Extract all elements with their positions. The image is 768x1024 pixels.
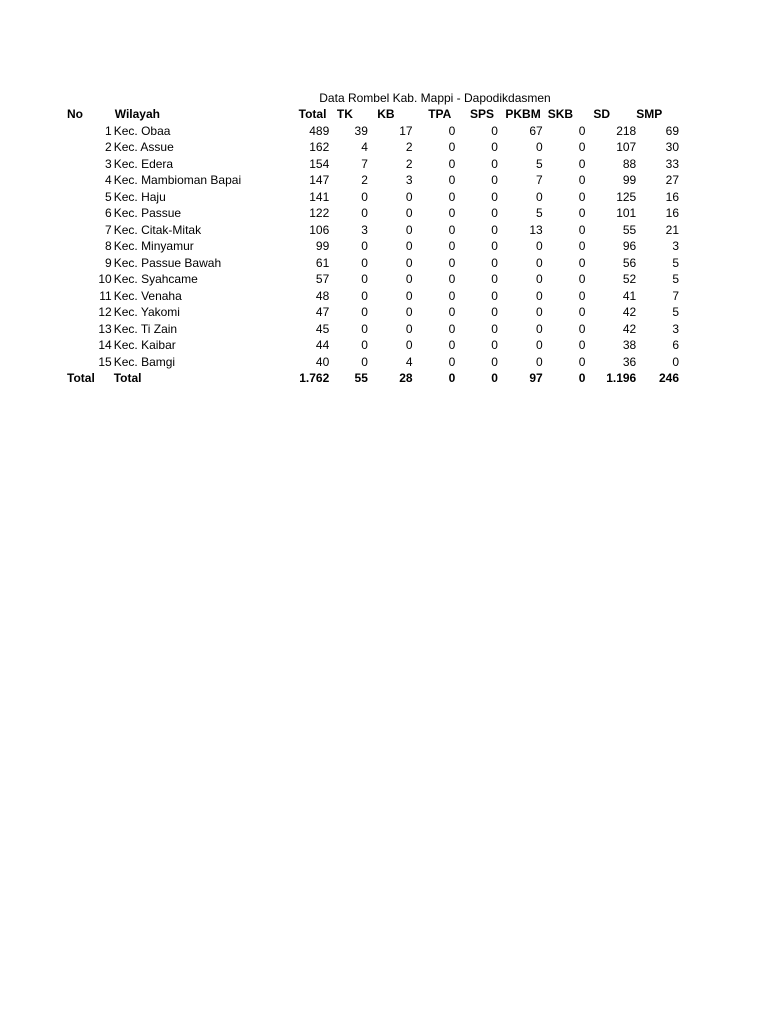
cell-tpa: 0 bbox=[448, 189, 456, 204]
table-row bbox=[67, 271, 679, 288]
cell-smp: 6 bbox=[672, 338, 679, 352]
cell-total: 489 bbox=[309, 123, 330, 138]
table-row bbox=[67, 205, 679, 222]
cell-total: 99 bbox=[315, 239, 330, 253]
cell-total: 141 bbox=[309, 189, 330, 204]
cell-sd: 42 bbox=[622, 305, 637, 319]
cell-smp: 27 bbox=[665, 173, 679, 187]
total-cell-pkbm: 97 bbox=[529, 371, 543, 385]
cell-skb: 0 bbox=[578, 173, 586, 187]
cell-sps: 0 bbox=[491, 255, 498, 270]
cell-tk: 0 bbox=[361, 321, 368, 336]
cell-sps: 0 bbox=[491, 354, 498, 369]
cell-pkbm: 0 bbox=[536, 321, 543, 336]
table-row bbox=[67, 123, 679, 140]
table-row bbox=[67, 139, 679, 156]
total-cell-tk: 55 bbox=[354, 371, 368, 385]
cell-skb: 0 bbox=[578, 338, 586, 352]
cell-sd: 96 bbox=[622, 239, 637, 253]
table-row bbox=[67, 321, 679, 338]
cell-total: 44 bbox=[315, 338, 330, 352]
header-sps: SPS bbox=[469, 107, 494, 121]
table-row bbox=[67, 288, 679, 305]
cell-sps: 0 bbox=[491, 123, 498, 138]
cell-no: 10 bbox=[98, 272, 112, 286]
cell-kb: 0 bbox=[405, 239, 413, 253]
cell-pkbm: 0 bbox=[536, 272, 543, 286]
cell-total: 57 bbox=[315, 272, 330, 286]
cell-no: 3 bbox=[105, 156, 112, 171]
cell-tk: 0 bbox=[361, 288, 368, 303]
cell-pkbm: 5 bbox=[536, 156, 543, 171]
cell-smp: 33 bbox=[665, 156, 679, 171]
cell-wilayah: Kec. Passue bbox=[113, 206, 182, 220]
cell-tk: 0 bbox=[361, 189, 368, 204]
cell-sd: 52 bbox=[622, 272, 637, 286]
cell-smp: 0 bbox=[672, 354, 679, 369]
cell-pkbm: 5 bbox=[536, 206, 543, 220]
cell-tk: 0 bbox=[361, 255, 368, 270]
cell-skb: 0 bbox=[578, 189, 586, 204]
cell-total: 154 bbox=[309, 156, 330, 171]
cell-tpa: 0 bbox=[448, 173, 456, 187]
cell-sd: 125 bbox=[616, 189, 637, 204]
header-sd: SD bbox=[593, 107, 611, 121]
cell-sd: 101 bbox=[616, 206, 637, 220]
cell-pkbm: 0 bbox=[536, 255, 543, 270]
table-row bbox=[67, 354, 679, 371]
cell-sps: 0 bbox=[491, 140, 498, 154]
cell-total: 47 bbox=[315, 305, 330, 319]
cell-kb: 0 bbox=[405, 222, 413, 237]
cell-no: 6 bbox=[105, 206, 112, 220]
cell-total: 162 bbox=[309, 140, 330, 154]
cell-sd: 42 bbox=[622, 321, 637, 336]
cell-tpa: 0 bbox=[448, 123, 456, 138]
cell-no: 7 bbox=[105, 222, 112, 237]
total-cell-smp: 246 bbox=[658, 371, 679, 385]
cell-no: 5 bbox=[105, 189, 112, 204]
cell-pkbm: 13 bbox=[529, 222, 543, 237]
cell-kb: 0 bbox=[405, 206, 413, 220]
cell-skb: 0 bbox=[578, 272, 586, 286]
cell-wilayah: Kec. Haju bbox=[113, 189, 166, 204]
cell-sd: 36 bbox=[622, 354, 637, 369]
cell-smp: 69 bbox=[665, 123, 679, 138]
cell-tk: 0 bbox=[361, 305, 368, 319]
cell-pkbm: 0 bbox=[536, 354, 543, 369]
cell-smp: 7 bbox=[672, 288, 679, 303]
cell-sps: 0 bbox=[491, 222, 498, 237]
table-row bbox=[67, 172, 679, 189]
cell-tpa: 0 bbox=[448, 222, 456, 237]
cell-tpa: 0 bbox=[448, 255, 456, 270]
cell-sps: 0 bbox=[491, 338, 498, 352]
cell-no: 12 bbox=[98, 305, 112, 319]
cell-sd: 218 bbox=[616, 123, 637, 138]
cell-tpa: 0 bbox=[448, 354, 456, 369]
total-cell-kb: 28 bbox=[399, 371, 413, 385]
cell-total: 122 bbox=[309, 206, 330, 220]
cell-tpa: 0 bbox=[448, 288, 456, 303]
header-tk: TK bbox=[336, 107, 353, 121]
total-cell-total: 1.762 bbox=[299, 371, 330, 385]
cell-tpa: 0 bbox=[448, 156, 456, 171]
cell-skb: 0 bbox=[578, 239, 586, 253]
cell-no: 2 bbox=[105, 140, 112, 154]
cell-skb: 0 bbox=[578, 305, 586, 319]
cell-no: 9 bbox=[105, 255, 112, 270]
cell-no: 13 bbox=[98, 321, 112, 336]
cell-no: 11 bbox=[99, 288, 112, 303]
sheet-title: Data Rombel Kab. Mappi - Dapodikdasmen bbox=[319, 91, 551, 105]
cell-no: 15 bbox=[98, 354, 112, 369]
cell-pkbm: 67 bbox=[529, 123, 543, 138]
cell-sd: 41 bbox=[622, 288, 637, 303]
cell-skb: 0 bbox=[578, 123, 586, 138]
cell-tk: 7 bbox=[361, 156, 368, 171]
cell-wilayah: Kec. Edera bbox=[113, 156, 174, 171]
cell-tk: 0 bbox=[361, 272, 368, 286]
cell-smp: 30 bbox=[665, 140, 679, 154]
cell-sps: 0 bbox=[491, 173, 498, 187]
header-smp: SMP bbox=[636, 107, 663, 121]
table-row bbox=[67, 255, 679, 272]
cell-kb: 0 bbox=[405, 272, 413, 286]
cell-total: 147 bbox=[309, 173, 330, 187]
cell-wilayah: Kec. Assue bbox=[113, 140, 174, 154]
cell-kb: 3 bbox=[405, 173, 413, 187]
cell-smp: 21 bbox=[665, 222, 679, 237]
cell-tpa: 0 bbox=[448, 338, 456, 352]
cell-smp: 3 bbox=[672, 239, 679, 253]
table-header-row bbox=[67, 106, 679, 123]
cell-tk: 0 bbox=[361, 338, 368, 352]
cell-tk: 2 bbox=[361, 173, 368, 187]
cell-tk: 3 bbox=[361, 222, 368, 237]
table-body bbox=[67, 123, 679, 387]
cell-sps: 0 bbox=[491, 272, 498, 286]
cell-kb: 2 bbox=[405, 140, 413, 154]
cell-pkbm: 0 bbox=[536, 305, 543, 319]
cell-skb: 0 bbox=[578, 140, 586, 154]
cell-tpa: 0 bbox=[448, 239, 456, 253]
header-wilayah: Wilayah bbox=[114, 107, 160, 121]
cell-wilayah: Kec. Bamgi bbox=[113, 354, 176, 369]
total-cell-no: Total bbox=[67, 371, 95, 385]
cell-skb: 0 bbox=[578, 156, 586, 171]
cell-tpa: 0 bbox=[448, 321, 456, 336]
cell-skb: 0 bbox=[578, 321, 586, 336]
cell-kb: 0 bbox=[405, 288, 413, 303]
cell-smp: 5 bbox=[672, 255, 679, 270]
cell-sps: 0 bbox=[491, 156, 498, 171]
cell-smp: 5 bbox=[672, 272, 679, 286]
cell-sd: 56 bbox=[622, 255, 637, 270]
cell-tpa: 0 bbox=[448, 140, 456, 154]
cell-sps: 0 bbox=[491, 288, 498, 303]
header-total: Total bbox=[298, 107, 327, 121]
table-row bbox=[67, 156, 679, 173]
cell-sps: 0 bbox=[491, 321, 498, 336]
cell-tpa: 0 bbox=[448, 272, 456, 286]
table-row bbox=[67, 337, 679, 354]
table-total-row bbox=[67, 370, 679, 387]
cell-tpa: 0 bbox=[448, 305, 456, 319]
table-row bbox=[67, 189, 679, 206]
cell-kb: 0 bbox=[405, 338, 413, 352]
cell-sd: 38 bbox=[622, 338, 637, 352]
cell-sps: 0 bbox=[491, 305, 498, 319]
total-cell-sd: 1.196 bbox=[606, 371, 637, 385]
cell-no: 1 bbox=[105, 123, 112, 138]
cell-wilayah: Kec. Kaibar bbox=[113, 338, 176, 352]
header-pkbm: PKBM bbox=[505, 107, 541, 121]
cell-kb: 17 bbox=[399, 123, 413, 138]
cell-total: 48 bbox=[315, 288, 330, 303]
cell-kb: 0 bbox=[405, 321, 413, 336]
cell-wilayah: Kec. Ti Zain bbox=[113, 321, 178, 336]
cell-skb: 0 bbox=[578, 354, 586, 369]
cell-sps: 0 bbox=[491, 239, 498, 253]
header-kb: KB bbox=[377, 107, 395, 121]
header-skb: SKB bbox=[547, 107, 574, 121]
rombel-table bbox=[67, 106, 679, 387]
cell-skb: 0 bbox=[578, 288, 586, 303]
cell-tk: 0 bbox=[361, 354, 368, 369]
cell-kb: 0 bbox=[405, 189, 413, 204]
cell-pkbm: 7 bbox=[536, 173, 543, 187]
cell-smp: 16 bbox=[665, 206, 679, 220]
cell-sd: 55 bbox=[622, 222, 637, 237]
cell-sd: 99 bbox=[622, 173, 637, 187]
header-no: No bbox=[67, 107, 83, 121]
cell-kb: 2 bbox=[405, 156, 413, 171]
cell-pkbm: 0 bbox=[536, 338, 543, 352]
cell-smp: 5 bbox=[672, 305, 679, 319]
cell-kb: 0 bbox=[405, 255, 413, 270]
table-row bbox=[67, 304, 679, 321]
cell-sd: 88 bbox=[622, 156, 637, 171]
cell-wilayah: Kec. Minyamur bbox=[113, 239, 194, 253]
cell-wilayah: Kec. Yakomi bbox=[113, 305, 180, 319]
cell-pkbm: 0 bbox=[536, 140, 543, 154]
cell-skb: 0 bbox=[578, 255, 586, 270]
cell-tk: 0 bbox=[361, 239, 368, 253]
cell-total: 61 bbox=[315, 255, 330, 270]
cell-smp: 16 bbox=[665, 189, 679, 204]
cell-no: 14 bbox=[98, 338, 112, 352]
table-row bbox=[67, 222, 679, 239]
cell-kb: 4 bbox=[405, 354, 413, 369]
cell-wilayah: Kec. Mambioman Bapai bbox=[113, 173, 242, 187]
cell-sps: 0 bbox=[491, 206, 498, 220]
total-cell-wilayah: Total bbox=[113, 371, 142, 385]
cell-wilayah: Kec. Citak-Mitak bbox=[113, 222, 202, 237]
cell-total: 40 bbox=[315, 354, 330, 369]
cell-pkbm: 0 bbox=[536, 288, 543, 303]
cell-pkbm: 0 bbox=[536, 239, 543, 253]
cell-tk: 39 bbox=[354, 123, 368, 138]
total-cell-tpa: 0 bbox=[448, 371, 456, 385]
cell-total: 106 bbox=[309, 222, 330, 237]
total-cell-sps: 0 bbox=[491, 371, 498, 385]
total-cell-skb: 0 bbox=[578, 371, 586, 385]
cell-tk: 0 bbox=[361, 206, 368, 220]
cell-pkbm: 0 bbox=[536, 189, 543, 204]
cell-tk: 4 bbox=[361, 140, 368, 154]
table-row bbox=[67, 238, 679, 255]
cell-tpa: 0 bbox=[448, 206, 456, 220]
cell-no: 8 bbox=[105, 239, 112, 253]
header-tpa: TPA bbox=[428, 107, 452, 121]
cell-sd: 107 bbox=[616, 140, 637, 154]
cell-wilayah: Kec. Passue Bawah bbox=[113, 255, 222, 270]
cell-kb: 0 bbox=[405, 305, 413, 319]
cell-wilayah: Kec. Venaha bbox=[113, 288, 182, 303]
cell-skb: 0 bbox=[578, 206, 586, 220]
cell-wilayah: Kec. Syahcame bbox=[113, 272, 198, 286]
cell-smp: 3 bbox=[672, 321, 679, 336]
cell-no: 4 bbox=[105, 173, 112, 187]
cell-total: 45 bbox=[315, 321, 330, 336]
cell-wilayah: Kec. Obaa bbox=[113, 123, 171, 138]
cell-sps: 0 bbox=[491, 189, 498, 204]
cell-skb: 0 bbox=[578, 222, 586, 237]
